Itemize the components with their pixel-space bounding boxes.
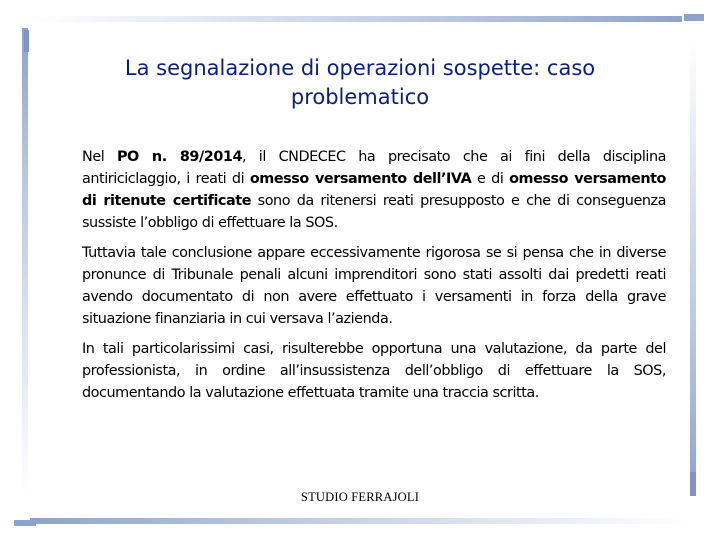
bold-omesso-iva: omesso versamento dell’IVA (249, 171, 472, 187)
footer-studio-name: STUDIO FERRAJOLI (300, 490, 420, 504)
paragraph-casi-particolari: In tali particolarissimi casi, risulterebbe opportuna una valutazione, da parte del professionista, in ordine all’insussistenza dell’obbligo di effettuare la SOS, documentando la valutazione effettuata tramite una traccia scritta. (82, 341, 666, 401)
frame-bottom-bar (30, 518, 690, 524)
bold-omesso-ritenute: omesso versamento di ritenute certificate (82, 171, 666, 209)
frame-right-bar (690, 40, 696, 495)
frame-top-bar (30, 16, 682, 22)
frame-top-accent (684, 14, 704, 21)
paragraph-tuttavia: Tuttavia tale conclusione appare eccessivamente rigorosa se si pensa che in diverse pronunce di Tribunale penali alcuni imprenditori sono stati assolti dai predetti reati avendo documentato di non avere effettuato i versamenti in forza della grave situazione finanziaria in cui versava l’azienda. (82, 245, 666, 327)
paragraph-text: sono da ritenersi reati presupposto e che di conseguenza sussiste l’obbligo di effettuare la SOS. (82, 193, 666, 231)
bold-reference: PO n. 89/2014 (116, 149, 243, 165)
frame-left-accent (24, 30, 29, 52)
slide-body (82, 146, 666, 412)
paragraph-po-89-2014 (82, 146, 666, 234)
frame-right-accent (690, 472, 696, 496)
frame-left-bar (22, 28, 28, 498)
paragraph-text: e di (471, 171, 510, 187)
paragraph-text: , il CNDECEC ha precisato che ai fini della disciplina antiriciclaggio, i reati di (82, 149, 666, 187)
frame-bottom-accent (14, 520, 36, 526)
slide-title: La segnalazione di operazioni sospette: caso problematico (124, 56, 596, 109)
paragraph-text: Nel (82, 149, 117, 165)
